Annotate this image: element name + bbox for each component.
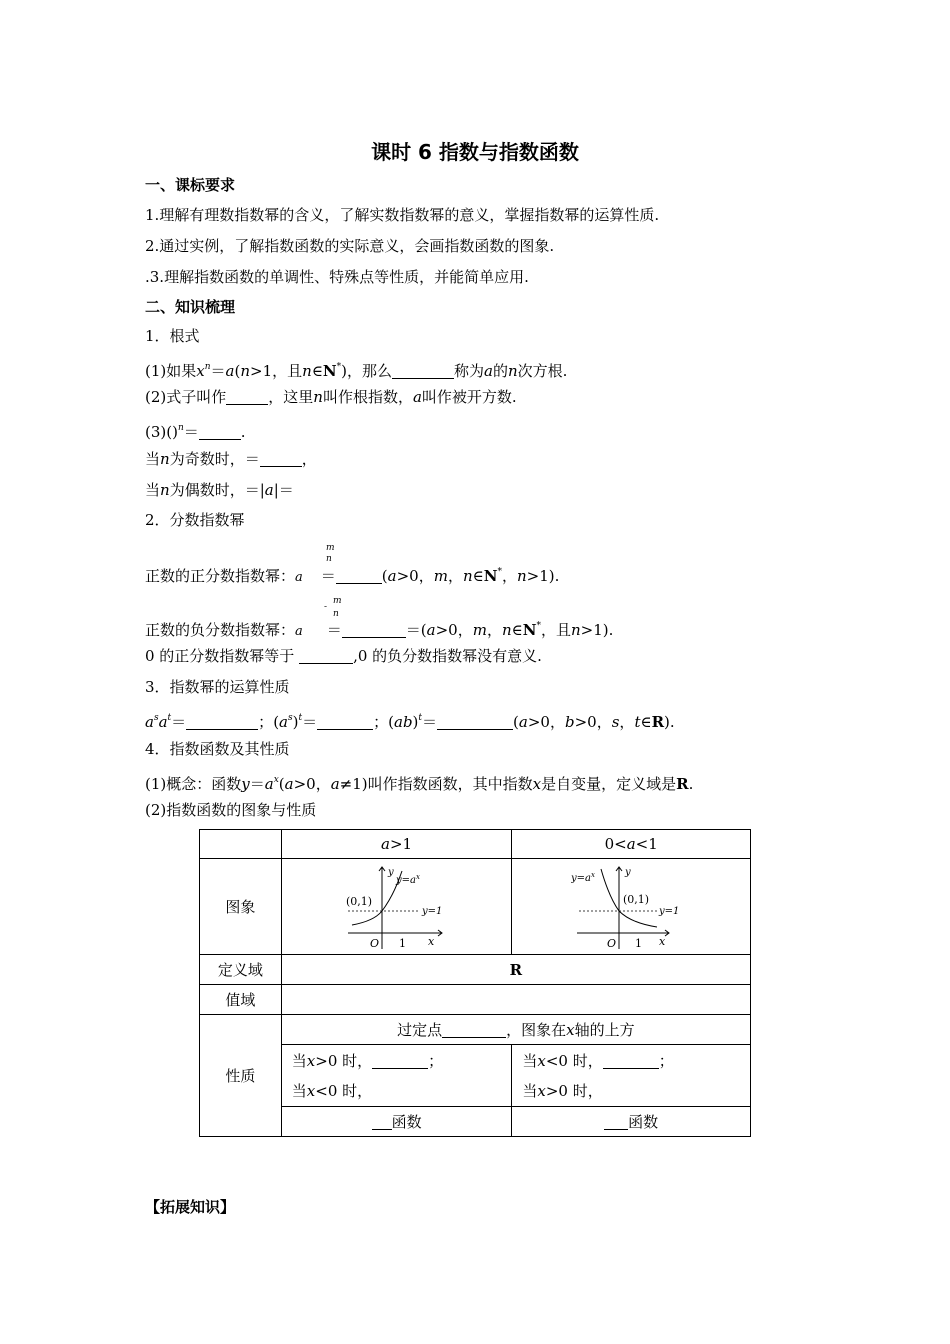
section-heading-knowledge: 二、知识梳理 xyxy=(145,298,236,316)
graph-properties-title: (2)指数函数的图象与性质 xyxy=(145,801,317,819)
graph-decreasing xyxy=(512,859,751,955)
origin-label: O xyxy=(607,936,617,950)
tick-one: 1 xyxy=(398,936,406,950)
answer-blank xyxy=(342,621,406,638)
requirement-item: 2.通过实例，了解指数函数的实际意义，会画指数函数的图象. xyxy=(145,237,555,255)
table-row-domain xyxy=(200,955,751,985)
point-label: (0,1) xyxy=(345,894,372,908)
positive-fraction-power: 正数的正分数指数幂：a ＝ (a>0，m，n∈N*，n>1). xyxy=(145,567,560,585)
answer-blank xyxy=(372,1113,392,1130)
table-row-monotonicity xyxy=(200,1107,751,1137)
exponent-numerator: m xyxy=(333,596,342,606)
radical-expression: (2)式子叫作 ，这里n叫作根指数，a叫作被开方数. xyxy=(145,388,517,406)
curve-label: $y=a^x$ xyxy=(395,872,420,886)
increasing-exponential-graph xyxy=(342,863,452,951)
root-definition: (1)如果$x^n=a(n>1$，且n∈N*)，那么 称为a的n次方根. xyxy=(145,362,568,380)
answer-blank xyxy=(186,713,258,730)
requirement-item: .3.理解指数函数的单调性、特殊点等性质，并能简单应用. xyxy=(145,268,529,286)
radical-power: (3)()$^n$＝ . xyxy=(145,423,246,441)
table-row-graph xyxy=(200,859,751,955)
exponent-denominator: n xyxy=(326,554,332,564)
even-case: 当n为偶数时，＝|a|＝ xyxy=(145,481,294,499)
section-heading-requirements: 一、课标要求 xyxy=(145,176,236,194)
graph-increasing xyxy=(281,859,512,955)
answer-blank xyxy=(336,567,382,584)
exponent-numerator: m xyxy=(326,543,335,553)
header-a-between-0-1: 0<a<1 xyxy=(512,830,751,859)
y-axis-label: y xyxy=(625,866,631,878)
answer-blank xyxy=(226,388,268,405)
answer-blank xyxy=(317,713,373,730)
domain-value: R xyxy=(281,955,750,985)
extension-heading: 【拓展知识】 xyxy=(145,1198,236,1216)
tick-one: 1 xyxy=(635,936,643,950)
row-label-properties: 性质 xyxy=(200,1015,282,1137)
behavior-decreasing: 当x<0 时， ； 当x>0 时， xyxy=(512,1045,751,1107)
curve-label: $y=a^x$ xyxy=(571,870,596,884)
answer-blank xyxy=(392,362,454,379)
monotonicity-increasing: 函数 xyxy=(281,1107,512,1137)
x-axis-label: x xyxy=(427,934,434,948)
properties-table xyxy=(199,829,751,1137)
exponent-denominator: n xyxy=(333,609,339,619)
negative-fraction-power: 正数的负分数指数幂：a ＝ ＝(a>0，m，n∈N*，且n>1). xyxy=(145,621,614,639)
table-header-row xyxy=(200,830,751,859)
origin-label: O xyxy=(369,936,379,950)
answer-blank xyxy=(603,1052,659,1069)
table-row-fixed-point xyxy=(200,1015,751,1045)
range-value xyxy=(281,985,750,1015)
page-title: 课时 6 指数与指数函数 xyxy=(371,140,579,164)
answer-blank xyxy=(260,450,302,467)
header-a-greater-1: a>1 xyxy=(281,830,512,859)
answer-blank xyxy=(604,1113,628,1130)
subsection-operations: 3．指数幂的运算性质 xyxy=(145,678,290,696)
function-concept: (1)概念：函数$y=a^x(a>0$，a≠1)叫作指数函数，其中指数x是自变量，定义域是R. xyxy=(145,775,694,793)
answer-blank xyxy=(372,1052,428,1069)
asymptote-label: y=1 xyxy=(659,905,680,917)
asymptote-label: y=1 xyxy=(421,905,442,917)
fixed-point-text: 过定点 ，图象在x轴的上方 xyxy=(281,1015,750,1045)
subsection-exponential-function: 4．指数函数及其性质 xyxy=(145,740,290,758)
x-axis-label: x xyxy=(659,934,666,948)
requirement-item: 1.理解有理数指数幂的含义，了解实数指数幂的意义，掌握指数幂的运算性质. xyxy=(145,206,660,224)
table-corner xyxy=(200,830,282,859)
monotonicity-decreasing: 函数 xyxy=(512,1107,751,1137)
answer-blank xyxy=(299,647,353,664)
point-label: (0,1) xyxy=(623,892,650,906)
operation-rules: $a^sa^t=$ ；$(a^s)^t=$ ；(ab)$^t$＝ (a>0，b>0，s，t∈R). xyxy=(145,713,675,731)
table-row-range xyxy=(200,985,751,1015)
odd-case: 当n为奇数时，＝ ， xyxy=(145,450,317,468)
table-row-value-behavior xyxy=(200,1045,751,1107)
subsection-fraction: 2．分数指数幂 xyxy=(145,511,245,529)
subsection-root: 1．根式 xyxy=(145,327,200,345)
behavior-increasing: 当x>0 时， ； 当x<0 时， xyxy=(281,1045,512,1107)
answer-blank xyxy=(437,713,513,730)
decreasing-exponential-graph xyxy=(571,863,691,951)
zero-power: 0 的正分数指数幂等于 ,0 的负分数指数幂没有意义. xyxy=(145,647,542,665)
answer-blank xyxy=(442,1021,506,1038)
answer-blank xyxy=(199,423,241,440)
y-axis-label: y xyxy=(387,866,394,878)
exponent-minus: - xyxy=(324,602,328,612)
row-label-graph: 图象 xyxy=(200,859,282,955)
row-label-domain: 定义域 xyxy=(200,955,282,985)
row-label-range: 值域 xyxy=(200,985,282,1015)
